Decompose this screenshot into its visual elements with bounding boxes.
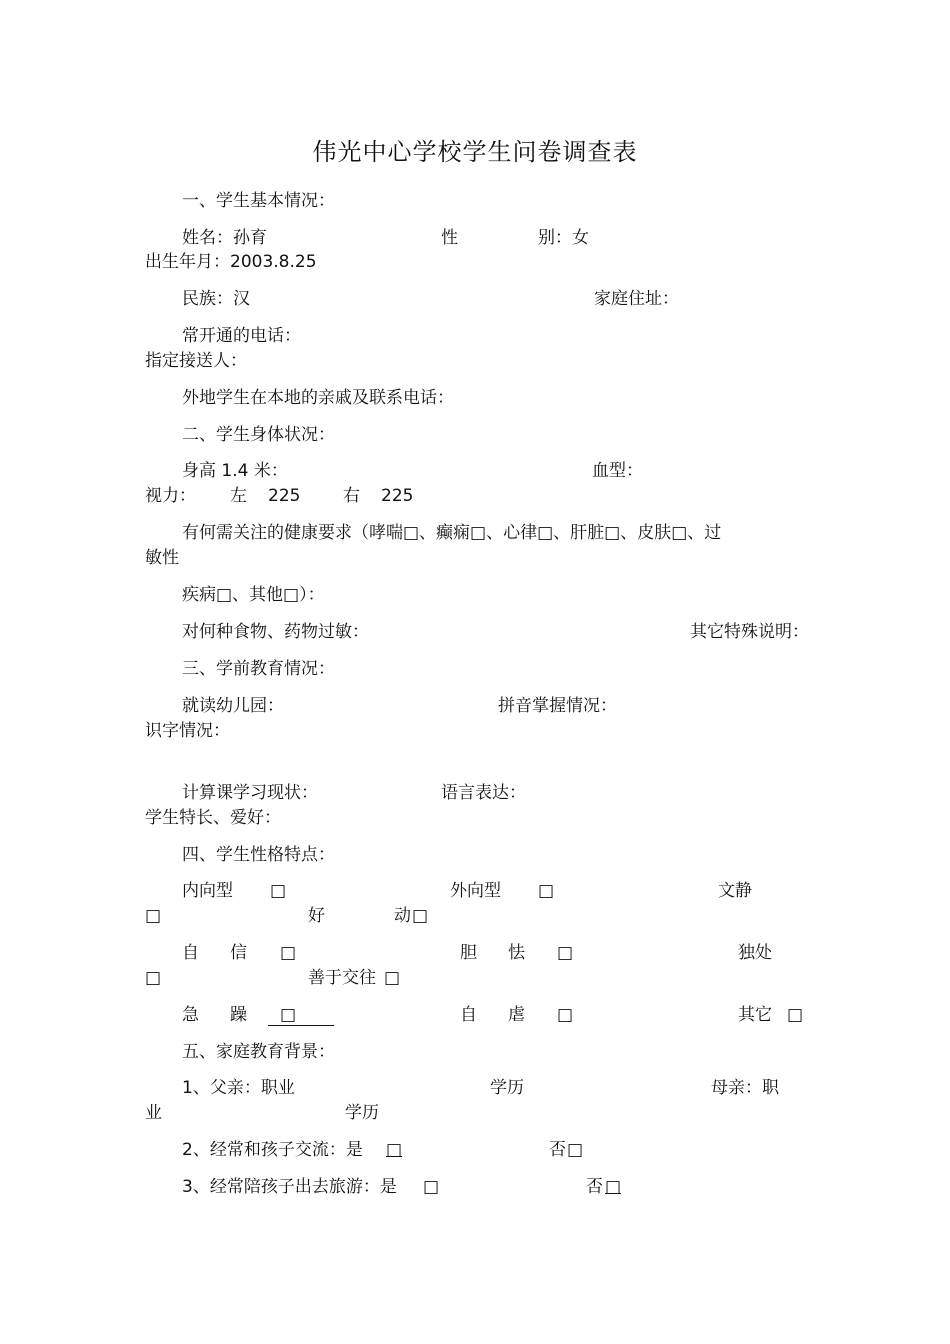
father-occupation: 1、父亲：职业 [182,1078,295,1098]
mother-education: 学历 [345,1103,379,1123]
phone-field: 常开通的电话： [182,326,301,346]
section-3-heading: 三、学前教育情况： [182,659,335,679]
introvert-checkbox[interactable]: □ [270,881,287,901]
pickup-field: 指定接送人： [145,351,247,371]
section-1-heading: 一、学生基本情况： [182,191,335,211]
language-field: 语言表达： [441,783,526,803]
timid-label-a: 胆 [460,943,477,963]
section-2-heading: 二、学生身体状况： [182,425,335,445]
communicate-no-label: 否 [549,1140,566,1160]
social-checkbox[interactable]: □ [384,968,401,988]
communicate-question: 2、经常和孩子交流：是 [182,1140,363,1160]
travel-no-checkbox[interactable]: □ [605,1177,622,1197]
timid-label-b: 怯 [508,943,525,963]
page-title: 伟光中心学校学生问卷调查表 [312,138,638,166]
vision-left-label: 左 [230,486,247,506]
address-field: 家庭住址： [594,289,679,309]
mother-occupation: 母亲：职 [711,1078,779,1098]
kindergarten-field: 就读幼儿园： [182,696,284,716]
active-checkbox[interactable]: □ [412,906,429,926]
introvert-option: 内向型 [182,881,233,901]
extrovert-option: 外向型 [450,881,501,901]
math-field: 计算课学习现状： [182,783,318,803]
literacy-field: 识字情况： [145,721,230,741]
travel-question: 3、经常陪孩子出去旅游：是 [182,1177,397,1197]
other-option: 其它 [738,1005,772,1025]
allergy-field: 对何种食物、药物过敏： [182,622,369,642]
ethnicity-field: 民族：汉 [182,289,250,309]
timid-checkbox[interactable]: □ [557,943,574,963]
section-5-heading: 五、家庭教育背景： [182,1042,335,1062]
relatives-field: 外地学生在本地的亲戚及联系电话： [182,388,454,408]
quiet-option: 文静 [718,881,752,901]
special-notes-field: 其它特殊说明： [690,622,809,642]
communicate-yes-checkbox[interactable]: □ [386,1140,403,1160]
active-label-a: 好 [308,906,325,926]
extrovert-checkbox[interactable]: □ [538,881,555,901]
self-abuse-label-a: 自 [460,1005,477,1025]
height-field: 身高 1.4 米： [182,461,288,481]
travel-yes-checkbox[interactable]: □ [423,1177,440,1197]
vision-right-label: 右 [343,486,360,506]
impatient-label-b: 躁 [230,1005,247,1025]
health-requirements-line2: 敏性 [145,548,179,568]
section-4-heading: 四、学生性格特点： [182,845,335,865]
mother-occupation-cont: 业 [145,1103,162,1123]
travel-no-label: 否 [586,1177,603,1197]
health-requirements-line3: 疾病□、其他□）： [182,585,325,605]
gender-field: 别：女 [538,228,589,248]
alone-option: 独处 [738,943,772,963]
health-requirements-line1: 有何需关注的健康要求（哮喘□、癫痫□、心律□、肝脏□、皮肤□、过 [182,523,722,543]
father-education: 学历 [490,1078,524,1098]
self-abuse-label-b: 虐 [508,1005,525,1025]
vision-label: 视力： [145,486,196,506]
self-abuse-checkbox[interactable]: □ [557,1005,574,1025]
blood-field: 血型： [592,461,643,481]
communicate-no-checkbox[interactable]: □ [567,1140,584,1160]
vision-left-value: 225 [268,486,301,506]
confident-label-b: 信 [230,943,247,963]
pinyin-field: 拼音掌握情况： [498,696,617,716]
impatient-checkbox[interactable]: □ [268,1004,334,1026]
dob-field: 出生年月：2003.8.25 [145,252,317,272]
impatient-label-a: 急 [182,1005,199,1025]
alone-checkbox[interactable]: □ [145,968,162,988]
vision-right-value: 225 [381,486,414,506]
confident-checkbox[interactable]: □ [280,943,297,963]
gender-label-a: 性 [441,228,458,248]
name-field: 姓名：孙育 [182,228,267,248]
hobbies-field: 学生特长、爱好： [145,808,281,828]
other-checkbox[interactable]: □ [787,1005,804,1025]
confident-label-a: 自 [182,943,199,963]
quiet-checkbox[interactable]: □ [145,906,162,926]
active-label-b: 动 [394,906,411,926]
social-option: 善于交往 [308,968,376,988]
